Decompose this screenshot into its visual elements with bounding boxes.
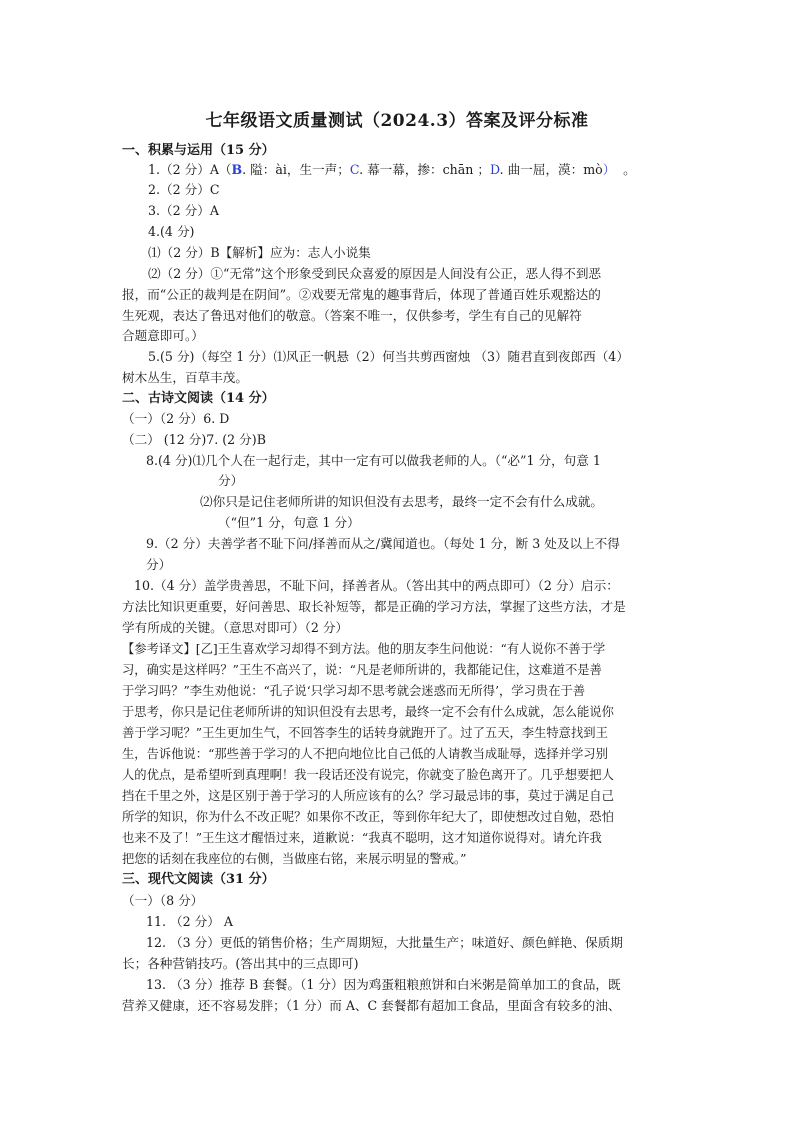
translation-line3: 于学习吗？”李生劝他说：“孔子说‘只学习却不思考就会迷惑而无所得’，学习贵在于善 (122, 684, 586, 698)
section-3-heading: 三、现代文阅读（31 分） (122, 872, 275, 887)
section-3-part1: （一）（8 分） (122, 893, 204, 908)
section-2-part1: （一）（2 分）6. D (122, 411, 230, 426)
translation-line4: 于思考，你只是记住老师所讲的知识但没有去思考，最终一定不会有什么成就，怎么能说你 (122, 705, 614, 719)
translation-line8: 挡在千里之外，这是区别于善于学习的人所应该有的么？学习最忌讳的事，莫过于满足自己 (122, 789, 614, 803)
answer-q10-line2: 方法比知识更重要，好问善思、取长补短等，都是正确的学习方法，掌握了这些方法，才是 (122, 599, 626, 614)
answer-q8-line4: （“但”1 分，句意 1 分） (218, 515, 360, 530)
answer-q8-line1: 8.(4 分)⑴几个人在一起行走，其中一定有可以做我老师的人。（“必”1 分，句意 1 (146, 453, 601, 468)
answer-q9-line2: 分） (146, 557, 172, 572)
translation-line11: 把您的话刻在我座位的右侧，当做座右铭，来展示明显的警戒。” (122, 852, 467, 866)
q1-option-c-text: . 幕一幕，掺：chān ； (359, 162, 491, 177)
translation-line10: 也来不及了！”王生这才醒悟过来，道歉说：“我真不聪明，这才知道你说得对。请允许我 (122, 831, 602, 845)
answer-q3: 3.（2 分）A (148, 203, 219, 218)
q1-option-b: B (231, 162, 243, 177)
q1-close-paren: ） (602, 162, 610, 177)
answer-q12-line1: 12. （3 分）更低的销售价格；生产周期短，大批量生产；味道好、颜色鲜艳、保质期 (146, 935, 623, 950)
q1-option-d: D (490, 162, 500, 177)
answer-q8-line2: 分） (218, 473, 244, 488)
section-1-heading: 一、积累与运用（15 分） (122, 143, 275, 158)
answer-q10-line3: 学有所成的关键。（意思对即可）（2 分） (122, 620, 349, 635)
q1-period: 。 (623, 162, 636, 177)
answer-q5-line2: 树木丛生，百草丰茂。 (122, 370, 248, 385)
answer-q5-line1: 5.(5 分)（每空 1 分）⑴风正一帆悬（2）何当共剪西窗烛 （3）随君直到夜郎西（4） (148, 349, 629, 364)
q1-prefix: 1.（2 分）A（ (148, 162, 232, 177)
answer-q2: 2.（2 分）C (148, 182, 220, 197)
answer-q11: 11. （2 分） A (146, 914, 233, 929)
section-2-part2: （二） (12 分)7. (2 分)B (122, 432, 266, 447)
answer-q4-2-line3: 生死观，表达了鲁迅对他们的敬意。（答案不唯一，仅供参考，学生有自己的见解符 (122, 308, 582, 323)
translation-line9: 所学的知识，你为什么不改正呢？如果你不改正，等到你年纪大了，即使想改过自勉，恐怕 (122, 810, 614, 824)
q1-option-c: C (349, 162, 360, 177)
translation-line5: 善于学习呢？”王生更加生气，不回答李生的话转身就跑开了。过了五天，李生特意找到王 (122, 726, 608, 740)
q1-option-b-text: . 隘：ài，生一声； (242, 162, 350, 177)
translation-line6: 生，告诉他说：“那些善于学习的人不把向地位比自己低的人请教当成耻辱，选择并学习别 (122, 747, 608, 761)
answer-q10-line1: 10.（4 分）盖学贵善思，不耻下问，择善者从。（答出其中的两点即可）（2 分）启示： (134, 578, 619, 593)
answer-q1 (148, 160, 636, 180)
answer-q4-2-line4: 合题意即可。） (122, 328, 204, 343)
translation-line2: 习，确实是这样吗？”王生不高兴了，说：“凡是老师所讲的，我都能记住，这难道不是善 (122, 663, 602, 677)
translation-line7: 人的优点，是希望听到真理啊！我一段话还没有说完，你就变了脸色离开了。几乎想要把人 (122, 768, 614, 782)
answer-q9-line1: 9.（2 分）夫善学者不耻下问/择善而从之/冀闻道也。（每处 1 分，断 3 处及以上不得 (146, 536, 620, 551)
section-2-heading: 二、古诗文阅读（14 分） (122, 391, 275, 406)
answer-q4-1: ⑴（2 分）B【解析】应为：志人小说集 (148, 245, 371, 260)
answer-q13-line2: 营养又健康，还不容易发胖；（1 分）而 A、C 套餐都有超加工食品，里面含有较多的油、 (122, 998, 621, 1013)
answer-q8-line3: ⑵你只是记住老师所讲的知识但没有去思考，最终一定不会有什么成就。 (200, 494, 603, 509)
q1-option-d-text: . 曲一屈，漠：mò (499, 162, 603, 177)
answer-q12-line2: 长；各种营销技巧。(答出其中的三点即可) (122, 956, 359, 971)
answer-q13-line1: 13. （3 分）推荐 B 套餐。（1 分）因为鸡蛋粗粮煎饼和白米粥是简单加工的食品，既 (146, 977, 621, 992)
translation-line1: 【参考译文】[乙]王生喜欢学习却得不到方法。他的朋友李生问他说：“有人说你不善于学 (122, 642, 606, 656)
answer-q4-2-line2: 报，而“公正的裁判是在阴间”。②戏要无常鬼的趣事背后，体现了普通百姓乐观豁达的 (122, 287, 601, 302)
answer-q4: 4.(4 分) (148, 224, 195, 239)
document-title: 七年级语文质量测试（2024.3）答案及评分标准 (205, 111, 589, 131)
answer-q4-2-line1: ⑵（2 分）①“无常”这个形象受到民众喜爱的原因是人间没有公正，恶人得不到恶 (148, 266, 602, 281)
